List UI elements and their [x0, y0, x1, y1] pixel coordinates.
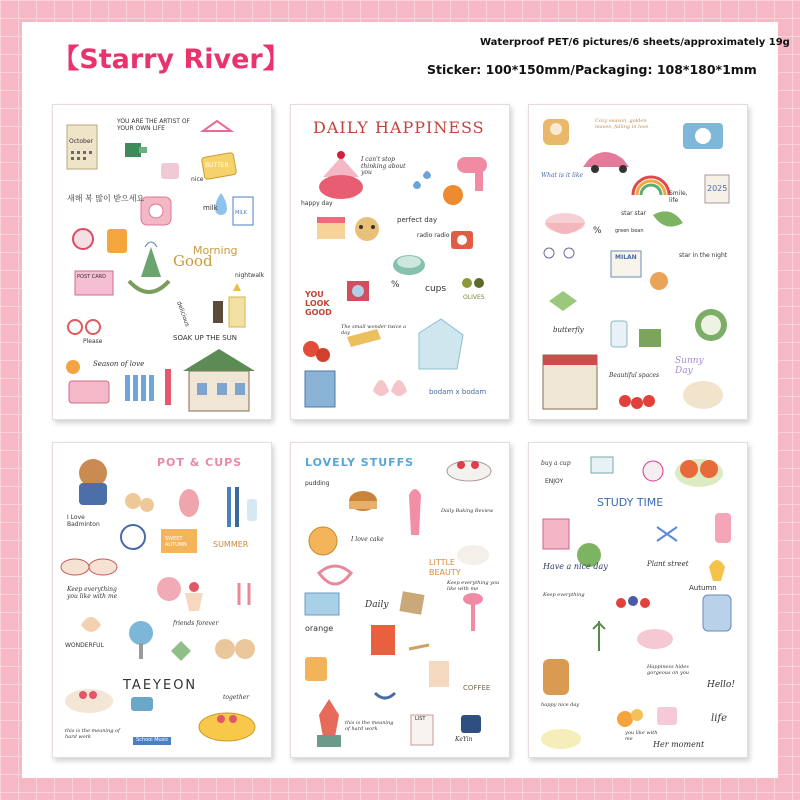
label-delicious: delicious: [175, 300, 191, 328]
label-plant: Plant street: [647, 560, 689, 568]
label-happyday: happy nice day: [541, 702, 580, 708]
label-hello: Hello!: [707, 680, 735, 690]
sticker-sheet-1: [52, 104, 272, 420]
label-enjoy: ENJOY: [545, 478, 564, 485]
label-like: you like with me: [625, 730, 658, 742]
label-please: Please: [83, 338, 103, 345]
label-night: star in the night: [679, 252, 728, 259]
label-olives: OLIVES: [463, 294, 485, 301]
sticker-sheet-2: [290, 104, 510, 420]
label-autumn: SWEET AUTUMN: [165, 536, 187, 548]
sheet-2-illustrations: [291, 105, 510, 420]
label-lovecake: I love cake: [351, 536, 384, 543]
sheet-6-illustrations: [529, 443, 748, 758]
label-nightwalk: nightwalk: [235, 272, 265, 279]
label-sun: SOAK UP THE SUN: [173, 334, 237, 342]
label-orange: orange: [305, 624, 334, 633]
label-meaning4: this is the meaning of hard work: [65, 728, 120, 740]
label-youlook: YOU LOOK GOOD: [305, 290, 332, 317]
label-radio: radio radio: [417, 232, 450, 239]
label-percent: %: [391, 280, 400, 290]
label-wonder: The small wonder twice a day: [341, 324, 407, 336]
label-cantstop: I can't stop thinking about you: [361, 156, 406, 177]
label-season: Season of love: [93, 360, 145, 368]
label-together: together: [223, 694, 250, 701]
sheet-5-illustrations: [291, 443, 510, 758]
label-milk: milk: [203, 204, 218, 212]
label-beauty: BEAUTY: [429, 568, 461, 577]
label-starstar: star star: [621, 210, 647, 217]
label-october: October: [69, 138, 94, 145]
label-school: School Music: [133, 737, 171, 745]
label-list: LIST: [415, 716, 426, 722]
label-happy: happy day: [301, 200, 333, 207]
label-beautiful: Beautiful spaces: [609, 372, 660, 379]
sticker-sheet-3: [528, 104, 748, 420]
label-whatis: What is it like: [541, 172, 584, 179]
product-title: 【Starry River】: [52, 43, 290, 75]
label-milk-carton: MILK: [235, 210, 247, 216]
label-postcard: POST CARD: [77, 274, 107, 280]
label-perfect: perfect day: [397, 216, 438, 224]
label-smile: Smile, life: [669, 190, 688, 204]
sheet-4-illustrations: [53, 443, 272, 758]
label-keep4: Keep everything you like with me: [67, 586, 118, 600]
label-butter: BUTTER: [205, 162, 229, 169]
label-wonderful: WONDERFUL: [65, 642, 104, 649]
label-pudding: pudding: [305, 480, 330, 487]
sticker-sheet-6: [528, 442, 748, 758]
label-nice: nice: [191, 176, 204, 183]
label-taeyeon: TAEYEON: [123, 678, 198, 693]
spec-line-1: Waterproof PET/6 pictures/6 sheets/approximately 19g: [480, 37, 790, 48]
label-autumn6: Autumn: [689, 584, 717, 592]
sheet-1-illustrations: [53, 105, 272, 420]
label-meaning5: this is the meaning of hard work: [345, 720, 394, 732]
label-life: life: [711, 713, 728, 724]
label-good: Good: [173, 252, 213, 270]
label-niceday: Have a nice day: [543, 562, 608, 571]
label-study: STUDY TIME: [597, 496, 664, 509]
label-morning: Morning: [193, 244, 238, 257]
label-summer: SUMMER: [213, 540, 249, 549]
label-date: 2025: [707, 184, 728, 193]
label-cozy: Cozy season, golden leaves, falling in love: [595, 118, 649, 130]
spec-line-2: Sticker: 100*150mm/Packaging: 108*180*1mm: [427, 62, 757, 77]
sticker-sheet-4: [52, 442, 272, 758]
label-cups: cups: [425, 284, 447, 294]
label-buycup: buy a cup: [541, 460, 571, 467]
label-happiness: Happiness hides gorgeous on you: [647, 664, 690, 676]
label-keyin: KeYin: [455, 736, 473, 743]
sheet-4-title: POT & CUPS: [157, 456, 243, 469]
label-daily-review: Daily Baking Review: [441, 508, 494, 514]
label-korean: 새해 복 많이 받으세요: [67, 194, 145, 203]
sheet-2-title: DAILY HAPPINESS: [313, 118, 485, 137]
label-green: green bean: [615, 228, 644, 234]
label-bodam: bodam x bodam: [429, 388, 487, 396]
label-hermoment: Her moment: [653, 740, 705, 749]
label-percent3: %: [593, 226, 602, 236]
label-friends: friends forever: [173, 620, 219, 627]
label-sunny: Sunny Day: [675, 356, 704, 376]
label-artist: YOU ARE THE ARTIST OF YOUR OWN LIFE: [117, 118, 191, 132]
sticker-sheet-5: [290, 442, 510, 758]
label-milan: MILAN: [615, 254, 637, 261]
label-badminton: I Love Badminton: [67, 514, 100, 528]
label-coffee: COFFEE: [463, 684, 491, 692]
label-keep6: Keep everything: [543, 592, 585, 598]
label-little: LITTLE: [429, 558, 455, 567]
sheet-5-title: LOVELY STUFFS: [305, 456, 415, 469]
label-daily-hand: Daily: [365, 600, 389, 610]
label-keep5: Keep everything you like with me: [447, 580, 500, 592]
label-butterfly: butterfly: [553, 326, 584, 334]
